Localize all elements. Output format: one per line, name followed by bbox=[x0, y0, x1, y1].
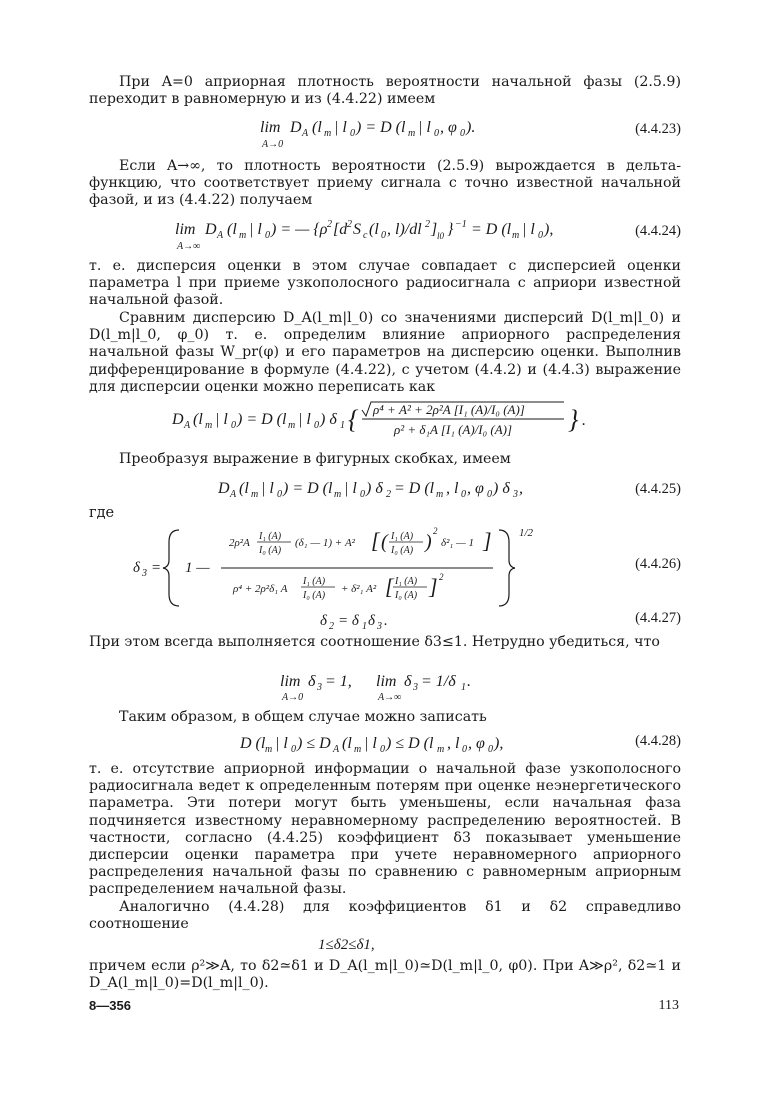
svg-text:lim: lim bbox=[280, 673, 301, 690]
svg-text:| l: | l bbox=[275, 735, 288, 752]
svg-text:1: 1 bbox=[340, 420, 345, 431]
svg-text:m: m bbox=[354, 744, 362, 755]
svg-text:A→0: A→0 bbox=[262, 139, 284, 150]
svg-text:0: 0 bbox=[231, 420, 236, 431]
equation-4-4-23 bbox=[260, 112, 500, 154]
svg-text:m: m bbox=[251, 489, 259, 500]
svg-text:A: A bbox=[217, 230, 224, 241]
paragraph-8-text: Таким образом, в общем случае можно записать bbox=[119, 709, 487, 725]
svg-text:ρ⁴ + A² + 2ρ²A [I₁ (A)/I₀ (A)]: ρ⁴ + A² + 2ρ²A [I₁ (A)/I₀ (A)] bbox=[373, 402, 525, 417]
svg-text:I₀ (A): I₀ (A) bbox=[259, 545, 282, 556]
svg-text:0: 0 bbox=[350, 128, 355, 139]
paragraph-2-text: Если A→∞, то плотность вероятности (2.5.9) вырождается в дельта-функцию, что соответствует приему сигнала с точно известной начальной фазой, и из (4.4.22) получаем bbox=[89, 158, 681, 209]
svg-text:}: } bbox=[447, 221, 454, 238]
svg-text:0: 0 bbox=[460, 128, 465, 139]
svg-text:) = D (l: ) = D (l bbox=[283, 480, 333, 497]
svg-text:= δ: = δ bbox=[338, 613, 359, 629]
svg-text:I₁ (A): I₁ (A) bbox=[303, 576, 326, 587]
svg-text:1 —: 1 — bbox=[185, 560, 210, 576]
svg-text:m: m bbox=[324, 128, 332, 139]
svg-text:[d: [d bbox=[333, 221, 348, 238]
svg-text:= D (l: = D (l bbox=[471, 221, 512, 238]
svg-text:0: 0 bbox=[461, 489, 466, 500]
svg-text:m: m bbox=[205, 420, 213, 431]
eq-label-4-4-24: (4.4.24) bbox=[635, 223, 681, 239]
svg-text:I₀ (A): I₀ (A) bbox=[395, 590, 418, 601]
paragraph-2 bbox=[89, 158, 681, 210]
svg-text:m: m bbox=[436, 489, 444, 500]
svg-text:2: 2 bbox=[425, 219, 430, 230]
svg-text:| l: | l bbox=[249, 221, 262, 238]
svg-text:| l: | l bbox=[364, 735, 377, 752]
svg-text:) ≤ D: ) ≤ D bbox=[297, 735, 331, 752]
eq-label-4-4-27: (4.4.27) bbox=[635, 610, 681, 626]
svg-text:δ: δ bbox=[404, 673, 412, 690]
svg-text:, l)/dl: , l)/dl bbox=[387, 221, 422, 238]
equation-4-4-28 bbox=[240, 730, 520, 756]
eq-label-4-4-23: (4.4.23) bbox=[635, 121, 681, 137]
svg-text:δ²₁ — 1: δ²₁ — 1 bbox=[441, 537, 475, 549]
svg-text:l0: l0 bbox=[437, 231, 445, 241]
svg-text:+ δ²₁ A²: + δ²₁ A² bbox=[341, 583, 377, 595]
svg-text:| l: | l bbox=[261, 480, 274, 497]
paragraph-4 bbox=[89, 310, 681, 396]
svg-text:A: A bbox=[230, 489, 237, 500]
svg-text:) ≤ D (l: ) ≤ D (l bbox=[386, 735, 434, 752]
svg-text:m: m bbox=[334, 489, 342, 500]
svg-text:S: S bbox=[353, 221, 361, 238]
paragraph-1-text: При A=0 априорная плотность вероятности начальной фазы (2.5.9) переходит в равномерную и из (4.4.22) имеем bbox=[89, 74, 681, 108]
svg-text:D: D bbox=[218, 480, 230, 497]
svg-text:}: } bbox=[568, 405, 579, 434]
svg-text:1: 1 bbox=[362, 621, 367, 632]
svg-text:3: 3 bbox=[377, 621, 382, 632]
svg-text:lim: lim bbox=[175, 221, 196, 238]
svg-text:, φ: , φ bbox=[440, 119, 457, 136]
paragraph-5-text: Преобразуя выражение в фигурных скобках, имеем bbox=[119, 451, 511, 467]
svg-text:1/2: 1/2 bbox=[519, 527, 534, 539]
printer-signature: 8—356 bbox=[89, 998, 131, 1013]
eq-label-4-4-28: (4.4.28) bbox=[635, 733, 681, 749]
paragraph-7-text: При этом всегда выполняется соотношение δ3≤1. Нетрудно убедиться, что bbox=[89, 634, 660, 650]
svg-text:(l: (l bbox=[227, 221, 237, 238]
svg-text:D (l: D (l bbox=[240, 735, 266, 752]
svg-text:(l: (l bbox=[369, 221, 379, 238]
svg-text:0: 0 bbox=[538, 230, 543, 241]
svg-text:A: A bbox=[184, 420, 191, 431]
equation-dispersion-rewrite bbox=[172, 398, 612, 442]
svg-text:0: 0 bbox=[360, 489, 365, 500]
svg-text:2: 2 bbox=[327, 219, 332, 230]
svg-text:0: 0 bbox=[314, 420, 319, 431]
svg-text:) = D (l: ) = D (l bbox=[356, 119, 406, 136]
svg-text:δ: δ bbox=[368, 613, 375, 629]
svg-text:) δ: ) δ bbox=[320, 411, 337, 428]
svg-text:, l: , l bbox=[446, 480, 459, 497]
svg-text:.: . bbox=[582, 412, 586, 429]
svg-text:ρ² + δ₁A [I₁ (A)/I₀ (A)]: ρ² + δ₁A [I₁ (A)/I₀ (A)] bbox=[394, 422, 513, 437]
paragraph-1 bbox=[89, 74, 681, 108]
svg-text:m: m bbox=[408, 128, 416, 139]
svg-text:= 1/δ: = 1/δ bbox=[421, 673, 456, 690]
svg-text:0: 0 bbox=[487, 489, 492, 500]
svg-text:3: 3 bbox=[142, 568, 147, 579]
svg-text:, l: , l bbox=[447, 735, 460, 752]
svg-text:2: 2 bbox=[386, 489, 391, 500]
svg-text:0: 0 bbox=[277, 489, 282, 500]
paragraph-4-text: Сравним дисперсию D_A(l_m|l_0) со значениями дисперсий D(l_m|l_0) и D(l_m|l_0, φ_0) т. е. определим влияние априорного распределения начальной фазы W_pr(φ) и его параметров на дисперсию оценки. Выполнив дифференцирование в формуле (4.4.22), с учетом (4.4.2) и (4.4.3) выражение для дисперсии оценки можно переписать как bbox=[89, 310, 681, 395]
svg-text:) = — {ρ: ) = — {ρ bbox=[271, 221, 328, 238]
svg-text:c: c bbox=[363, 230, 368, 241]
svg-text:δ: δ bbox=[133, 560, 140, 576]
svg-text:0: 0 bbox=[291, 744, 296, 755]
svg-text:m: m bbox=[265, 744, 273, 755]
svg-text:lim: lim bbox=[260, 119, 281, 136]
svg-text:{: { bbox=[348, 405, 359, 434]
paragraph-10 bbox=[89, 899, 681, 933]
svg-text:.: . bbox=[384, 613, 388, 629]
svg-text:| l: | l bbox=[215, 411, 228, 428]
svg-text:),: ), bbox=[544, 221, 554, 238]
svg-text:2: 2 bbox=[439, 572, 444, 582]
svg-text:| l: | l bbox=[344, 480, 357, 497]
svg-text:3: 3 bbox=[317, 682, 322, 693]
svg-text:]: ] bbox=[429, 574, 438, 599]
equation-delta3-limits bbox=[280, 666, 500, 706]
svg-text:δ: δ bbox=[320, 613, 327, 629]
svg-text:| l: | l bbox=[522, 221, 535, 238]
svg-text:): ) bbox=[425, 531, 432, 553]
svg-text:0: 0 bbox=[462, 744, 467, 755]
equation-4-4-27 bbox=[320, 607, 420, 633]
eq-label-4-4-25: (4.4.25) bbox=[635, 481, 681, 497]
svg-text:) δ: ) δ bbox=[366, 480, 383, 497]
paragraph-10-text: Аналогично (4.4.28) для коэффициентов δ1 и δ2 справедливо соотношение bbox=[89, 899, 681, 933]
svg-text:| l: | l bbox=[334, 119, 347, 136]
svg-text:A→∞: A→∞ bbox=[378, 692, 402, 703]
svg-text:2: 2 bbox=[433, 526, 438, 536]
svg-text:,: , bbox=[519, 480, 523, 497]
svg-text:A: A bbox=[333, 744, 340, 755]
svg-text:3: 3 bbox=[413, 682, 418, 693]
svg-text:0: 0 bbox=[434, 128, 439, 139]
svg-text:0: 0 bbox=[380, 744, 385, 755]
word-where: где bbox=[89, 505, 115, 521]
svg-text:m: m bbox=[437, 744, 445, 755]
svg-text:I₁ (A): I₁ (A) bbox=[259, 531, 282, 542]
svg-text:I₀ (A): I₀ (A) bbox=[391, 545, 414, 556]
svg-text:| l: | l bbox=[298, 411, 311, 428]
svg-text:0: 0 bbox=[265, 230, 270, 241]
page-number: 113 bbox=[658, 998, 679, 1013]
paragraph-8 bbox=[89, 709, 681, 726]
svg-text:2: 2 bbox=[347, 219, 352, 230]
svg-text:−1: −1 bbox=[455, 219, 467, 230]
svg-text:, φ: , φ bbox=[468, 735, 485, 752]
svg-text:=: = bbox=[151, 560, 162, 576]
svg-text:0: 0 bbox=[488, 744, 493, 755]
paragraph-11-text: причем если ρ²≫A, то δ2≃δ1 и D_A(l_m|l_0)≃D(l_m|l_0, φ0). При A≫ρ², δ2≃1 и D_A(l_m|l_0)=D(l_m|l_0). bbox=[89, 958, 681, 992]
svg-text:(l: (l bbox=[342, 735, 352, 752]
paragraph-9-text: т. е. отсутствие априорной информации о начальной фазе узкополосного радиосигнала ведет к определенным потерям при оценке неэнергетического параметра. Эти потери могут быть уменьшены, если начальная фаза подчиняется известному неравномерному распределению вероятностей. В частности, согласно (4.4.25) коэффициент δ3 показывает уменьшение дисперсии оценки параметра при учете неравномерного априорного распределения начальной фазы по сравнению с равномерным априорным распределением начальной фазы. bbox=[89, 761, 681, 898]
svg-text:m: m bbox=[239, 230, 247, 241]
svg-text:lim: lim bbox=[376, 673, 397, 690]
svg-text:[: [ bbox=[385, 574, 394, 599]
svg-text:.: . bbox=[467, 673, 471, 690]
equation-4-4-24 bbox=[175, 214, 595, 256]
svg-text:(l: (l bbox=[312, 119, 322, 136]
svg-text:(: ( bbox=[381, 531, 388, 553]
svg-text:0: 0 bbox=[381, 230, 386, 241]
svg-text:]: ] bbox=[431, 221, 438, 238]
equation-delta-inequality: 1≤δ2≤δ1, bbox=[318, 937, 375, 953]
svg-text:ρ⁴ + 2ρ²δ₁ A: ρ⁴ + 2ρ²δ₁ A bbox=[233, 583, 288, 595]
paragraph-11 bbox=[89, 958, 681, 992]
eq-label-4-4-26: (4.4.26) bbox=[635, 556, 681, 572]
svg-text:A→0: A→0 bbox=[282, 692, 304, 703]
svg-text:).: ). bbox=[466, 119, 476, 136]
svg-text:2: 2 bbox=[329, 621, 334, 632]
svg-text:1: 1 bbox=[461, 682, 466, 693]
svg-text:(l: (l bbox=[239, 480, 249, 497]
paragraph-7 bbox=[89, 634, 681, 651]
paragraph-3 bbox=[89, 258, 681, 310]
paragraph-5 bbox=[89, 451, 681, 468]
svg-text:A: A bbox=[302, 128, 309, 139]
svg-text:δ: δ bbox=[308, 673, 316, 690]
svg-text:A→∞: A→∞ bbox=[177, 241, 201, 252]
svg-text:) = D (l: ) = D (l bbox=[237, 411, 287, 428]
svg-text:m: m bbox=[512, 230, 520, 241]
svg-text:2ρ²A: 2ρ²A bbox=[229, 537, 250, 549]
svg-text:I₀ (A): I₀ (A) bbox=[303, 590, 326, 601]
svg-text:I₁ (A): I₁ (A) bbox=[391, 531, 414, 542]
svg-text:, φ: , φ bbox=[467, 480, 484, 497]
svg-text:= D (l: = D (l bbox=[394, 480, 435, 497]
svg-text:= 1,: = 1, bbox=[325, 673, 352, 690]
svg-text:I₁ (A): I₁ (A) bbox=[395, 576, 418, 587]
svg-text:| l: | l bbox=[418, 119, 431, 136]
svg-text:m: m bbox=[288, 420, 296, 431]
svg-text:(δ₁ — 1) + A²: (δ₁ — 1) + A² bbox=[295, 537, 355, 549]
svg-text:) δ: ) δ bbox=[493, 480, 510, 497]
svg-text:[: [ bbox=[371, 528, 380, 553]
svg-text:3: 3 bbox=[513, 489, 518, 500]
paragraph-3-text: т. е. дисперсия оценки в этом случае совпадает с дисперсией оценки параметра l при приеме узкополосного радиосигнала с априори известной начальной фазой. bbox=[89, 258, 681, 309]
paragraph-9 bbox=[89, 761, 681, 899]
svg-text:),: ), bbox=[494, 735, 504, 752]
svg-text:D: D bbox=[290, 119, 302, 136]
equation-4-4-25 bbox=[218, 475, 538, 503]
svg-text:]: ] bbox=[483, 528, 492, 553]
svg-text:(l: (l bbox=[193, 411, 203, 428]
svg-text:D: D bbox=[205, 221, 217, 238]
equation-4-4-26 bbox=[133, 522, 593, 612]
svg-text:D: D bbox=[172, 411, 184, 428]
